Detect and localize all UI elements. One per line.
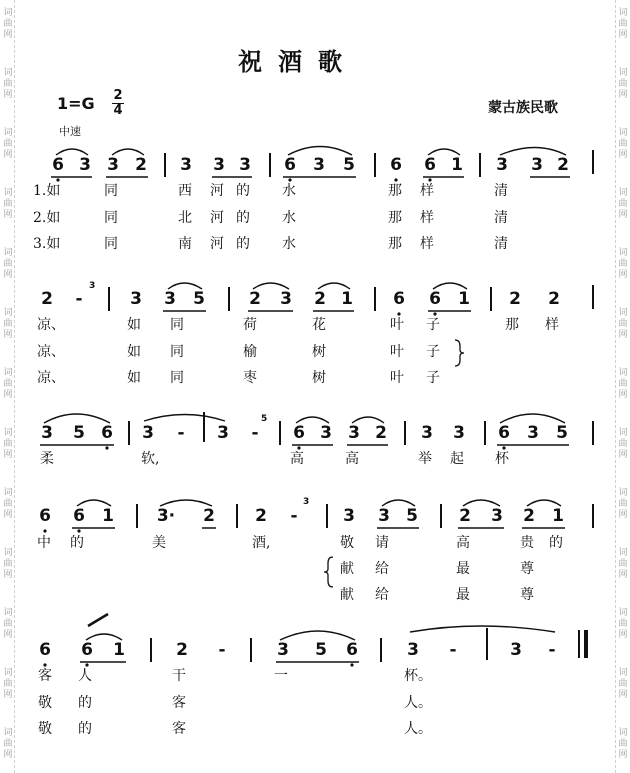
slur <box>160 500 212 506</box>
note: 2 <box>135 155 147 175</box>
watermark-char: 词 <box>3 608 13 618</box>
slur <box>112 149 144 155</box>
lyric: 敬 <box>340 535 354 551</box>
note: 3 <box>41 423 53 443</box>
slur <box>463 500 500 506</box>
slur <box>86 634 122 640</box>
lyric: 的 <box>236 183 250 199</box>
lyric: 2.如 <box>33 210 61 226</box>
watermark-char: 词 <box>618 608 628 618</box>
watermark-char: 曲 <box>618 679 628 689</box>
note: 2 <box>314 289 326 309</box>
lyric: 枣 <box>243 370 257 386</box>
note: 3 <box>130 289 142 309</box>
lyric: 南 <box>178 236 192 252</box>
lyric: 那 <box>388 210 402 226</box>
slurs <box>44 147 566 641</box>
time-signature-bottom: 4 <box>113 103 123 118</box>
note: 3 <box>142 423 154 443</box>
lyric: 的 <box>78 721 92 737</box>
watermark-char: 词 <box>3 428 13 438</box>
note: 6 <box>429 289 441 309</box>
note: 3 <box>180 155 192 175</box>
slur <box>382 500 415 506</box>
lyric: 西 <box>178 183 192 199</box>
watermark-char: 网 <box>3 450 13 460</box>
slur <box>433 283 467 289</box>
lyric: 一 <box>274 668 288 684</box>
note: 3· <box>156 506 176 526</box>
lyric: 杯 <box>495 451 509 467</box>
note: 3 <box>531 155 543 175</box>
watermark-char: 词 <box>3 728 13 738</box>
song-title: 祝酒歌 <box>238 48 358 76</box>
lyric: 起 <box>450 451 464 467</box>
watermark-char: 曲 <box>3 19 13 29</box>
lyric: 敬 <box>38 721 52 737</box>
slur <box>253 283 289 289</box>
slur <box>318 283 350 289</box>
note: - <box>177 423 185 443</box>
lyric: 人 <box>78 668 92 684</box>
lyric: 花 <box>312 317 326 333</box>
lyric: 凉、 <box>37 317 65 333</box>
slur <box>288 147 352 156</box>
beams <box>40 177 570 662</box>
note: 2 <box>509 289 521 309</box>
note: - <box>548 640 556 660</box>
lyric: 样 <box>420 210 434 226</box>
note: 5 <box>315 640 327 660</box>
lyric: 那 <box>505 317 519 333</box>
lyric: 干 <box>172 668 186 684</box>
octave-dots <box>43 178 505 666</box>
lyric: 人。 <box>404 695 432 711</box>
lyric: 清 <box>494 236 508 252</box>
note: 6 <box>393 289 405 309</box>
watermark-char: 词 <box>618 308 628 318</box>
note: 3 <box>239 155 251 175</box>
watermark-char: 网 <box>3 690 13 700</box>
lyric: 水 <box>282 183 296 199</box>
note: 1 <box>341 289 353 309</box>
note: - <box>218 640 226 660</box>
lyric: 中 <box>37 535 51 551</box>
note: 3 <box>510 640 522 660</box>
grace-note: 3 <box>89 281 96 291</box>
accent-mark <box>88 614 108 626</box>
watermark-char: 网 <box>618 450 628 460</box>
lyric: 贵 <box>520 535 534 551</box>
lyric: 人。 <box>404 721 432 737</box>
watermark-char: 词 <box>618 548 628 558</box>
slur <box>168 283 202 289</box>
note: 3 <box>407 640 419 660</box>
lyric: 子 <box>426 344 440 360</box>
lyric: 给 <box>375 587 389 603</box>
watermark-char: 网 <box>3 630 13 640</box>
note: 1 <box>113 640 125 660</box>
note: 3 <box>217 423 229 443</box>
note: - <box>75 289 83 309</box>
lyric: 献 <box>340 561 354 577</box>
lyric: 最 <box>456 587 470 603</box>
watermark-char: 曲 <box>3 199 13 209</box>
lyric: 那 <box>388 183 402 199</box>
lyric: 同 <box>104 236 118 252</box>
lyric: 高 <box>456 535 470 551</box>
lyric: 河 <box>210 236 224 252</box>
watermark-char: 曲 <box>3 139 13 149</box>
note: 3 <box>277 640 289 660</box>
lyric: 客 <box>38 668 52 684</box>
watermark-char: 网 <box>618 690 628 700</box>
watermark-char: 曲 <box>618 439 628 449</box>
note: 6 <box>73 506 85 526</box>
note: 2 <box>249 289 261 309</box>
lyric: 美 <box>152 535 166 551</box>
note: 5 <box>556 423 568 443</box>
note: 3 <box>213 155 225 175</box>
note: 6 <box>52 155 64 175</box>
note: 3 <box>453 423 465 443</box>
tie <box>410 626 555 632</box>
watermark-char: 网 <box>618 210 628 220</box>
watermark-char: 网 <box>618 330 628 340</box>
lyric: 如 <box>127 317 141 333</box>
watermark-char: 网 <box>3 270 13 280</box>
watermark-char: 网 <box>618 270 628 280</box>
watermark-char: 词 <box>3 188 13 198</box>
lyric: 同 <box>170 370 184 386</box>
note: 2 <box>523 506 535 526</box>
watermark-char: 词 <box>618 368 628 378</box>
watermark-char: 词 <box>3 488 13 498</box>
song-origin: 蒙古族民歌 <box>488 100 558 116</box>
watermark-char: 网 <box>618 750 628 760</box>
note: 2 <box>459 506 471 526</box>
lyric: 那 <box>388 236 402 252</box>
lyric: 叶 <box>390 317 404 333</box>
watermark-char: 曲 <box>618 319 628 329</box>
note: 6 <box>81 640 93 660</box>
lyric: 凉、 <box>37 344 65 360</box>
note: 1 <box>458 289 470 309</box>
lyric: 高 <box>345 451 359 467</box>
lyric: 柔 <box>40 451 54 467</box>
lyric: 的 <box>549 535 563 551</box>
note: 6 <box>390 155 402 175</box>
note: 3 <box>280 289 292 309</box>
lyric: 请 <box>375 535 389 551</box>
note: 6 <box>293 423 305 443</box>
watermark-char: 曲 <box>3 679 13 689</box>
watermark-char: 词 <box>618 8 628 18</box>
lyric: 如 <box>127 370 141 386</box>
watermark-char: 曲 <box>618 259 628 269</box>
lyric: 叶 <box>390 344 404 360</box>
note: 2 <box>255 506 267 526</box>
lyric: 的 <box>70 535 84 551</box>
watermark-char: 词 <box>3 668 13 678</box>
lyric: 客 <box>172 721 186 737</box>
watermark-char: 网 <box>618 90 628 100</box>
note: 3 <box>378 506 390 526</box>
watermark-char: 曲 <box>3 259 13 269</box>
lyric: 水 <box>282 210 296 226</box>
watermark-char: 网 <box>3 90 13 100</box>
lyric: 树 <box>312 370 326 386</box>
watermark-char: 网 <box>3 150 13 160</box>
lyric: 尊 <box>520 587 534 603</box>
watermark-char: 曲 <box>618 739 628 749</box>
lyric: 同 <box>104 183 118 199</box>
lyric: 给 <box>375 561 389 577</box>
note: 3 <box>313 155 325 175</box>
lyric: 举 <box>418 451 432 467</box>
slur <box>77 500 111 506</box>
grace-note: 5 <box>261 414 268 424</box>
lyric: 水 <box>282 236 296 252</box>
note: - <box>449 640 457 660</box>
note: 3 <box>343 506 355 526</box>
note: 2 <box>41 289 53 309</box>
lyric: 献 <box>340 587 354 603</box>
note: 6 <box>101 423 113 443</box>
watermark-char: 词 <box>618 68 628 78</box>
watermark-char: 网 <box>3 570 13 580</box>
lyric: 凉、 <box>37 370 65 386</box>
note: - <box>251 423 259 443</box>
note: - <box>290 506 298 526</box>
note: 1 <box>552 506 564 526</box>
watermark-char: 网 <box>3 510 13 520</box>
lyric: 如 <box>127 344 141 360</box>
watermark-char: 词 <box>618 728 628 738</box>
lyric: 子 <box>426 370 440 386</box>
lyric: 最 <box>456 561 470 577</box>
note: 2 <box>557 155 569 175</box>
note: 3 <box>491 506 503 526</box>
lyric: 同 <box>170 317 184 333</box>
lyric: 1.如 <box>33 183 61 199</box>
watermark-char: 曲 <box>618 79 628 89</box>
slur <box>500 148 566 156</box>
lyric: 的 <box>236 236 250 252</box>
watermark-char: 曲 <box>3 79 13 89</box>
note: 3 <box>348 423 360 443</box>
watermark-char: 词 <box>618 668 628 678</box>
watermark-char: 词 <box>618 248 628 258</box>
lyric: 的 <box>236 210 250 226</box>
watermark-char: 曲 <box>3 619 13 629</box>
watermark-char: 曲 <box>3 499 13 509</box>
note: 3 <box>164 289 176 309</box>
watermark-char: 网 <box>618 390 628 400</box>
watermark-char: 词 <box>3 68 13 78</box>
lyric: 叶 <box>390 370 404 386</box>
note: 3 <box>107 155 119 175</box>
watermark-char: 词 <box>3 308 13 318</box>
lyric: 清 <box>494 183 508 199</box>
note: 5 <box>193 289 205 309</box>
watermark-char: 词 <box>3 128 13 138</box>
lyric: 酒, <box>252 535 271 551</box>
watermark-char: 曲 <box>618 499 628 509</box>
lyric: 尊 <box>520 561 534 577</box>
watermark-char: 曲 <box>618 379 628 389</box>
watermark-char: 网 <box>3 390 13 400</box>
note: 6 <box>284 155 296 175</box>
watermark-char: 网 <box>618 30 628 40</box>
note: 3 <box>320 423 332 443</box>
brace-left <box>324 557 333 587</box>
lyric: 树 <box>312 344 326 360</box>
tie <box>144 415 225 422</box>
watermark-char: 词 <box>3 248 13 258</box>
lyric: 清 <box>494 210 508 226</box>
lyric: 敬 <box>38 695 52 711</box>
time-signature-top: 2 <box>113 88 123 103</box>
slur <box>428 149 460 155</box>
note: 3 <box>496 155 508 175</box>
note: 5 <box>406 506 418 526</box>
watermark-char: 曲 <box>3 739 13 749</box>
watermark-char: 网 <box>3 30 13 40</box>
note: 5 <box>343 155 355 175</box>
watermark-char: 曲 <box>3 379 13 389</box>
watermark-char: 网 <box>3 750 13 760</box>
note: 3 <box>421 423 433 443</box>
note: 2 <box>375 423 387 443</box>
watermark-char: 词 <box>3 368 13 378</box>
lyric: 软, <box>141 451 160 467</box>
slur <box>352 417 384 423</box>
lyric: 样 <box>420 183 434 199</box>
note: 6 <box>498 423 510 443</box>
watermark-char: 网 <box>618 630 628 640</box>
slur <box>296 417 329 423</box>
slur <box>500 414 565 423</box>
watermark-char: 词 <box>618 428 628 438</box>
watermark-char: 曲 <box>3 439 13 449</box>
lyric: 样 <box>545 317 559 333</box>
slur <box>527 500 561 506</box>
note: 6 <box>424 155 436 175</box>
note: 2 <box>203 506 215 526</box>
key-signature: 1=G <box>57 94 95 113</box>
lyric: 同 <box>170 344 184 360</box>
brace-right <box>455 340 464 366</box>
lyric: 的 <box>78 695 92 711</box>
lyric: 河 <box>210 210 224 226</box>
watermark-char: 词 <box>618 128 628 138</box>
note: 3 <box>527 423 539 443</box>
watermark-char: 网 <box>3 210 13 220</box>
lyric: 高 <box>290 451 304 467</box>
lyric: 北 <box>178 210 192 226</box>
lyric: 样 <box>420 236 434 252</box>
watermark-char: 词 <box>3 8 13 18</box>
lyric: 荷 <box>243 317 257 333</box>
watermark-char: 网 <box>618 150 628 160</box>
note: 6 <box>39 506 51 526</box>
watermark-char: 网 <box>3 330 13 340</box>
note: 1 <box>451 155 463 175</box>
watermark-char: 曲 <box>3 319 13 329</box>
watermark-char: 曲 <box>618 19 628 29</box>
watermark-char: 曲 <box>618 139 628 149</box>
note: 3 <box>79 155 91 175</box>
note: 2 <box>548 289 560 309</box>
watermark-char: 词 <box>618 188 628 198</box>
watermark-char: 词 <box>618 488 628 498</box>
note: 6 <box>39 640 51 660</box>
watermark-char: 曲 <box>618 619 628 629</box>
note: 2 <box>176 640 188 660</box>
note: 6 <box>346 640 358 660</box>
lyric: 榆 <box>243 344 257 360</box>
lyric: 杯。 <box>404 668 432 684</box>
grace-note: 3 <box>303 497 310 507</box>
watermark-char: 词 <box>3 548 13 558</box>
lyric: 同 <box>104 210 118 226</box>
watermark-char: 曲 <box>3 559 13 569</box>
verse-braces <box>324 340 464 587</box>
slur <box>44 414 110 423</box>
lyric: 客 <box>172 695 186 711</box>
note: 1 <box>102 506 114 526</box>
watermark-char: 网 <box>618 510 628 520</box>
watermark-char: 网 <box>618 570 628 580</box>
watermark-char: 曲 <box>618 559 628 569</box>
note: 5 <box>73 423 85 443</box>
lyric: 河 <box>210 183 224 199</box>
slur <box>280 631 355 640</box>
lyric: 子 <box>426 317 440 333</box>
watermark-char: 曲 <box>618 199 628 209</box>
lyric: 3.如 <box>33 236 61 252</box>
slur <box>56 149 88 155</box>
tempo-marking: 中速 <box>59 125 81 138</box>
